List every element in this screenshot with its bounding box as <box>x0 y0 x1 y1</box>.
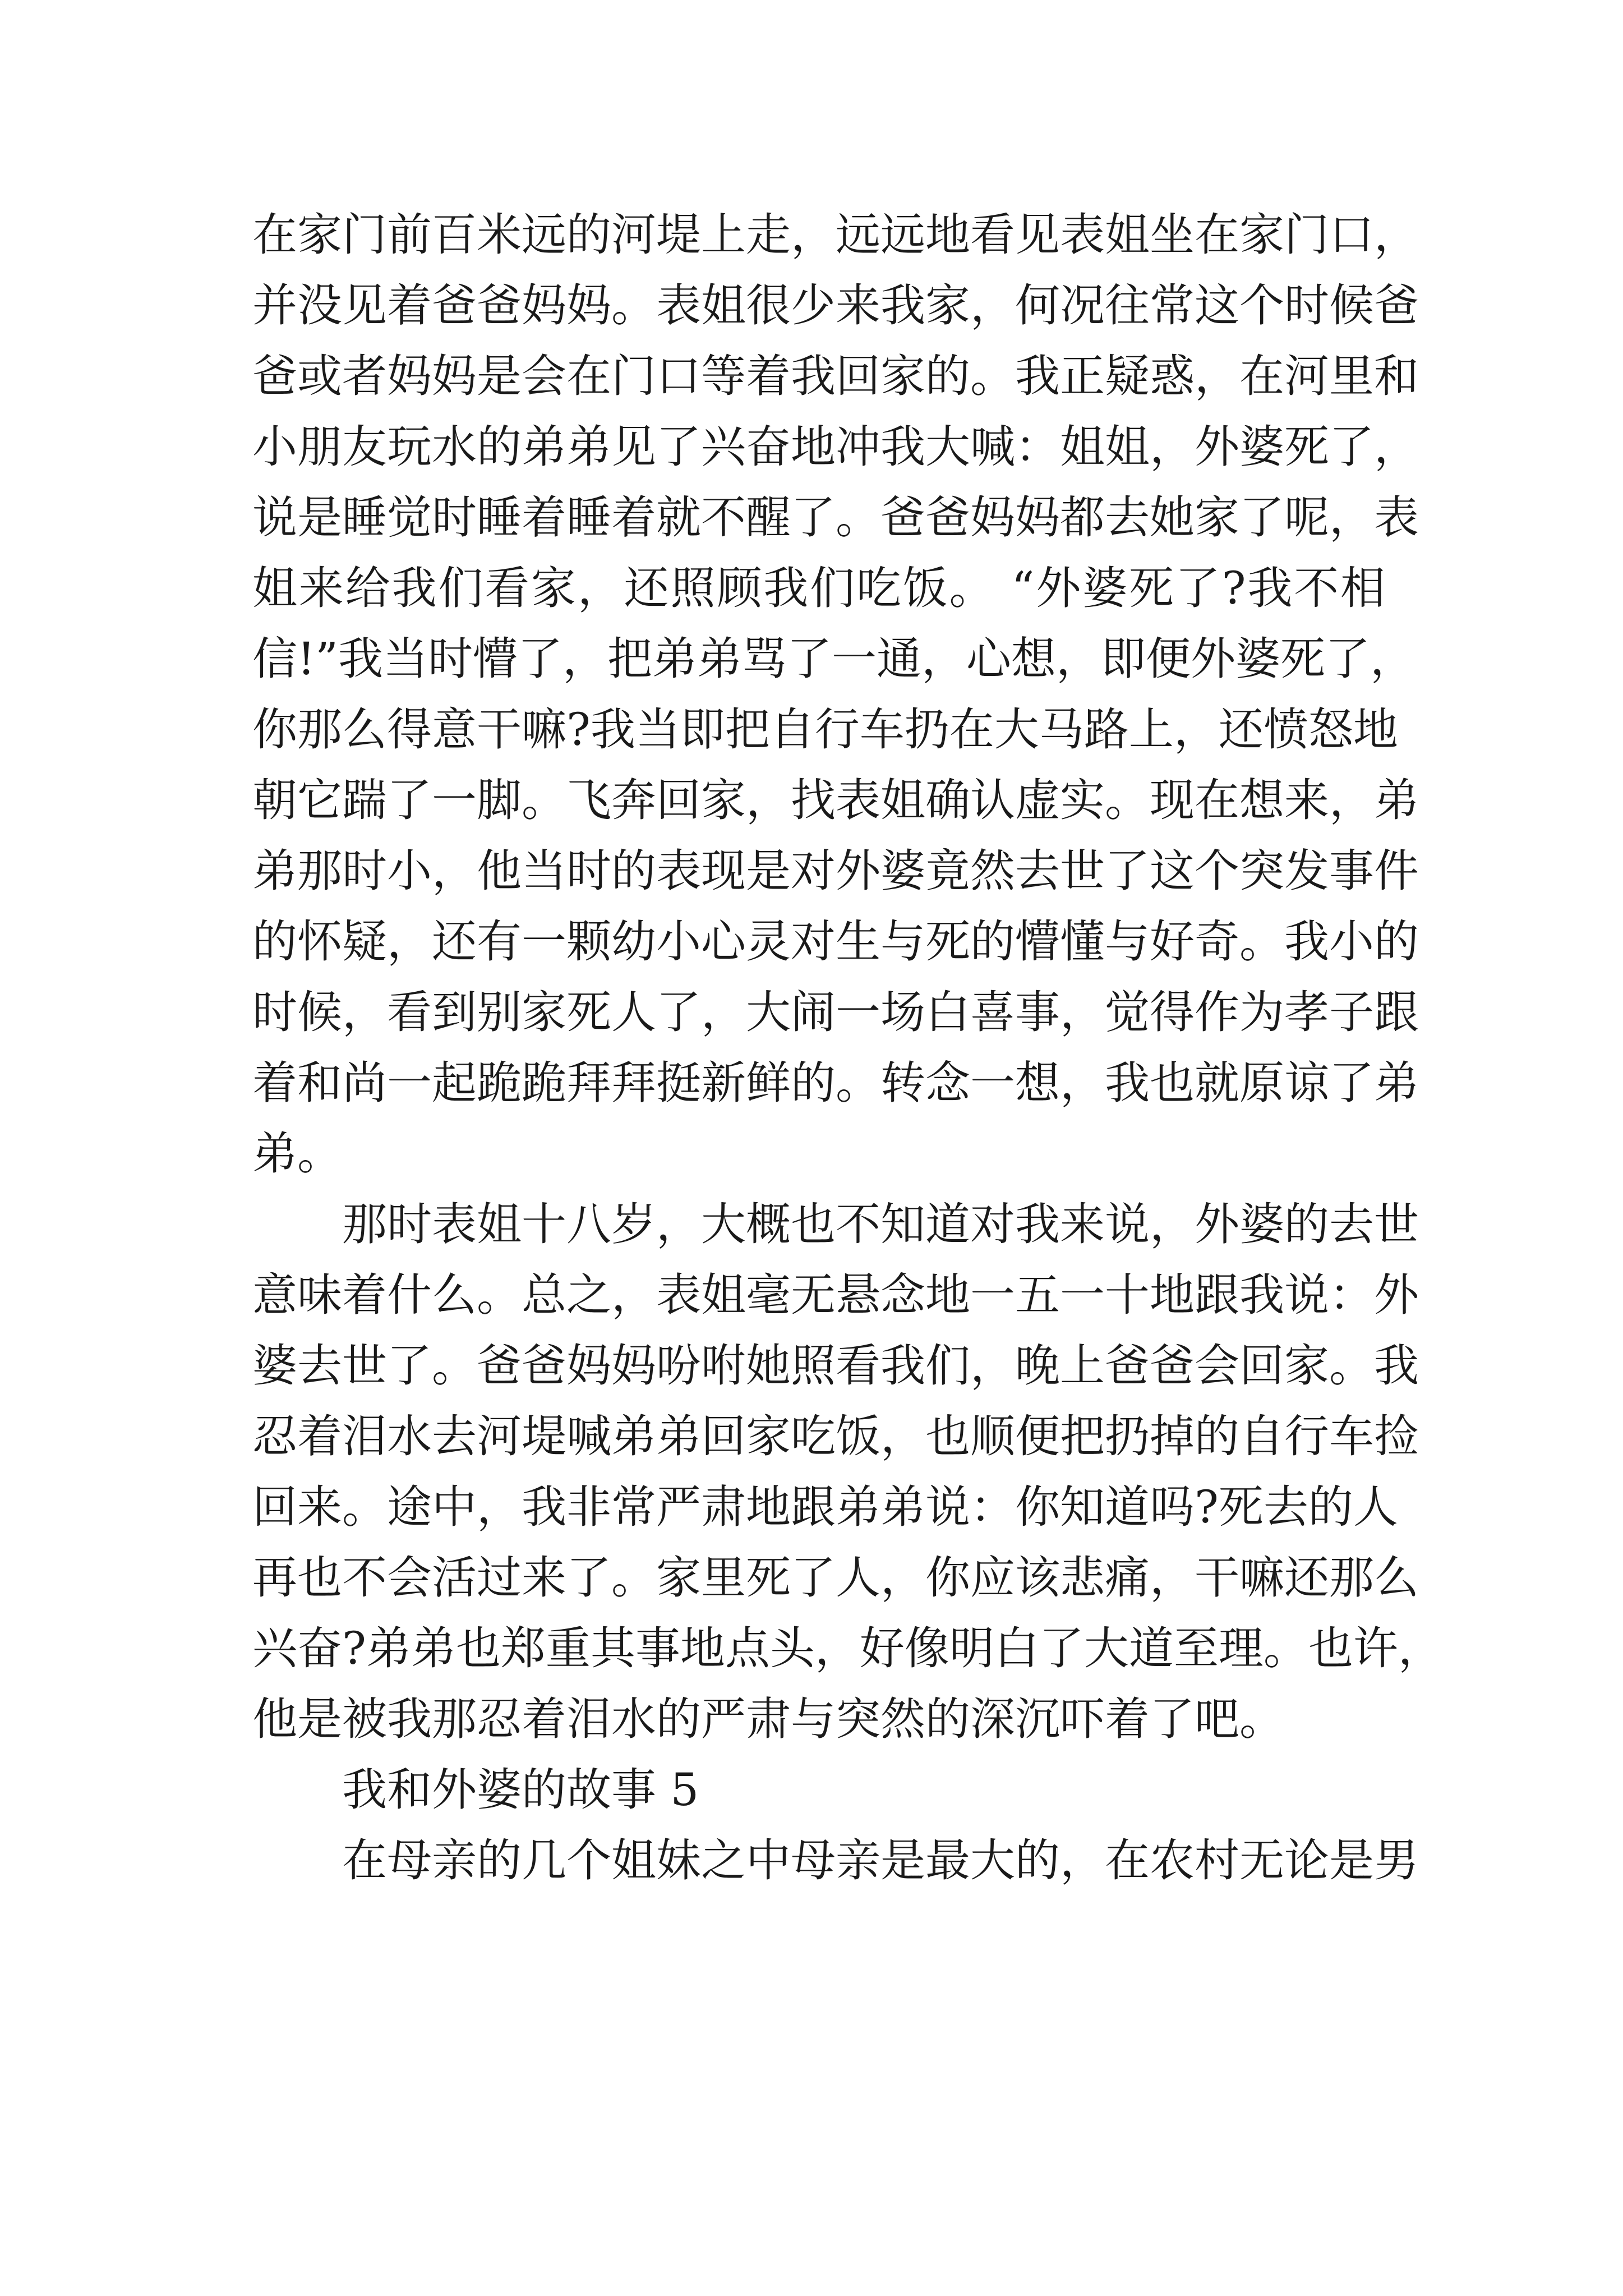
paragraph <box>252 200 1419 1189</box>
text-line: 那时表姐十八岁，大概也不知道对我来说，外婆的去世 <box>342 1198 1419 1250</box>
text-line: 意味着什么。总之，表姐毫无悬念地一五一十地跟我说：外 <box>252 1269 1419 1321</box>
text-line: 时候，看到别家死人了，大闹一场白喜事，觉得作为孝子跟 <box>252 986 1419 1038</box>
text-line: 爸或者妈妈是会在门口等着我回家的。我正疑惑，在河里和 <box>252 350 1419 402</box>
text-line: 他是被我那忍着泪水的严肃与突然的深沉吓着了吧。 <box>252 1693 1284 1745</box>
paragraph <box>252 1189 1443 1755</box>
text-line: 的怀疑，还有一颗幼小心灵对生与死的懵懂与好奇。我小的 <box>252 915 1419 968</box>
heading-line: 我和外婆的故事 5 <box>342 1764 699 1816</box>
text-line: 并没见着爸爸妈妈。表姐很少来我家，何况往常这个时候爸 <box>252 279 1419 332</box>
text-line: 回来。途中，我非常严肃地跟弟弟说：你知道吗?死去的人 <box>252 1481 1398 1533</box>
text-line: 在母亲的几个姐妹之中母亲是最大的，在农村无论是男 <box>342 1834 1419 1887</box>
text-line: 姐来给我们看家，还照顾我们吃饭。 “外婆死了?我不相 <box>252 562 1385 614</box>
body-text <box>252 200 1443 1896</box>
text-line: 婆去世了。爸爸妈妈吩咐她照看我们，晚上爸爸会回家。我 <box>252 1340 1419 1392</box>
text-line: 着和尚一起跪跪拜拜挺新鲜的。转念一想，我也就原谅了弟 <box>252 1057 1419 1109</box>
text-line: 信!”我当时懵了，把弟弟骂了一通，心想，即便外婆死了， <box>252 633 1415 685</box>
text-line: 兴奋?弟弟也郑重其事地点头，好像明白了大道至理。也许， <box>252 1622 1443 1674</box>
paragraph <box>252 1825 1419 1896</box>
text-line: 你那么得意干嘛?我当即把自行车扔在大马路上，还愤怒地 <box>252 703 1398 756</box>
text-line: 在家门前百米远的河堤上走，远远地看见表姐坐在家门口， <box>252 209 1419 261</box>
text-line: 再也不会活过来了。家里死了人，你应该悲痛，干嘛还那么 <box>252 1552 1419 1604</box>
text-line: 小朋友玩水的弟弟见了兴奋地冲我大喊：姐姐，外婆死了， <box>252 421 1419 473</box>
text-line: 说是睡觉时睡着睡着就不醒了。爸爸妈妈都去她家了呢，表 <box>252 491 1419 544</box>
text-line: 弟。 <box>252 1128 342 1180</box>
text-line: 朝它踹了一脚。飞奔回家，找表姐确认虚实。现在想来，弟 <box>252 774 1419 826</box>
text-line: 忍着泪水去河堤喊弟弟回家吃饭，也顺便把扔掉的自行车捡 <box>252 1410 1419 1462</box>
section-heading <box>252 1755 1385 1825</box>
text-line: 弟那时小，他当时的表现是对外婆竟然去世了这个突发事件 <box>252 845 1419 897</box>
